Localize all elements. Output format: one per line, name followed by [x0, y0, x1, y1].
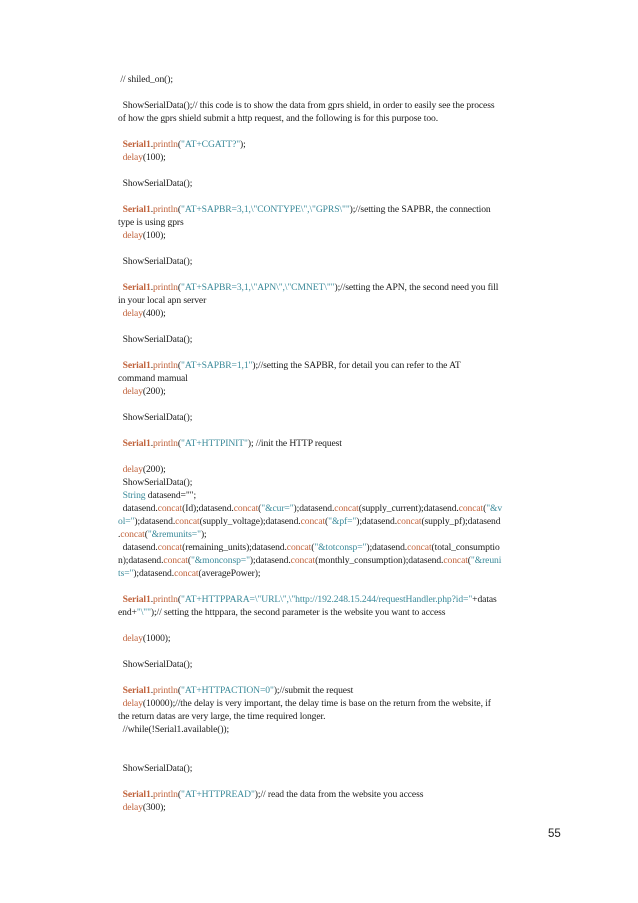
code-line [118, 489, 570, 502]
code-text: ShowSerialData(); [118, 412, 193, 423]
keyword-token: String [122, 490, 146, 501]
code-text: n);datasend. [118, 555, 164, 566]
string-token: ts=" [118, 568, 134, 579]
code-text: //while(!Serial1.available()); [118, 724, 230, 735]
code-text: );datasend. [293, 503, 335, 514]
code-line [118, 73, 570, 86]
code-text: ( [144, 529, 148, 540]
code-line [118, 437, 570, 450]
string-token: "AT+SAPBR=3,1,\"CONTYPE\",\"GPRS\"" [181, 204, 350, 215]
code-line [118, 151, 570, 164]
code-text: ShowSerialData(); [118, 763, 193, 774]
code-text: of how the gprs shield submit a http request, and the following is for this purpose too. [118, 113, 439, 124]
code-text: ShowSerialData(); [118, 477, 193, 488]
function-token: delay [122, 802, 143, 813]
code-text: ( [325, 516, 329, 527]
code-text: (supply_current);datasend. [358, 503, 459, 514]
code-text: (monthly_consumption);datasend. [315, 555, 444, 566]
object-token: Serial1 [122, 438, 151, 449]
function-token: delay [122, 464, 143, 475]
code-text: ( [177, 360, 181, 371]
object-token: Serial1 [122, 139, 151, 150]
code-text: ( [177, 438, 181, 449]
code-line [118, 632, 570, 645]
object-token: Serial1 [122, 360, 151, 371]
code-text: end+ [118, 607, 137, 618]
code-line [118, 762, 570, 775]
blank-line [118, 580, 570, 593]
code-text: . [150, 360, 153, 371]
string-token: "&totconsp=" [314, 542, 367, 553]
object-token: Serial1 [122, 685, 151, 696]
code-text: . [150, 204, 153, 215]
blank-line [118, 164, 570, 177]
code-line [118, 307, 570, 320]
function-token: concat [163, 555, 188, 566]
code-text: );//setting the SAPBR, the connection [349, 204, 491, 215]
code-text: );datasend. [249, 555, 291, 566]
code-text: (averagePower); [198, 568, 261, 579]
blank-line [118, 645, 570, 658]
string-token: "AT+HTTPACTION=0" [181, 685, 274, 696]
code-line [118, 177, 570, 190]
string-token: ol=" [118, 516, 135, 527]
code-text: );datasend. [134, 516, 176, 527]
code-line [118, 411, 570, 424]
function-token: concat [334, 503, 359, 514]
function-token: concat [233, 503, 259, 514]
code-text: (300); [142, 802, 166, 813]
function-token: concat [290, 555, 316, 566]
code-text: datasend=""; [145, 490, 197, 501]
code-text: (10000);//the delay is very important, the delay time is base on the return from the website, if [142, 698, 491, 709]
function-token: delay [122, 386, 143, 397]
code-line [118, 658, 570, 671]
blank-line [118, 86, 570, 99]
code-text: in your local apn server [118, 295, 207, 306]
object-token: Serial1 [122, 204, 151, 215]
code-line [118, 229, 570, 242]
code-line [118, 593, 570, 606]
code-text: ShowSerialData(); [118, 256, 193, 267]
blank-line [118, 346, 570, 359]
code-text: +datas [472, 594, 497, 605]
code-text: ( [311, 542, 315, 553]
function-token: println [153, 685, 178, 696]
code-text: . [150, 594, 153, 605]
function-token: println [153, 360, 178, 371]
function-token: delay [122, 633, 143, 644]
string-token: "AT+HTTPREAD" [181, 789, 255, 800]
string-token: "AT+SAPBR=1,1" [181, 360, 253, 371]
code-line [118, 294, 570, 307]
function-token: concat [286, 542, 312, 553]
code-text: (supply_voltage);datasend. [199, 516, 301, 527]
code-text: );datasend. [356, 516, 397, 527]
blank-line [118, 749, 570, 762]
code-text: (Id);datasend. [182, 503, 234, 514]
code-line [118, 112, 570, 125]
string-token: "&reuni [470, 555, 502, 566]
code-line [118, 801, 570, 814]
code-text: datasend. [118, 542, 158, 553]
code-text: . [150, 139, 153, 150]
code-text: );// setting the httppara, the second parameter is the website you want to access [150, 607, 446, 618]
code-line [118, 567, 570, 580]
code-text: ( [177, 204, 181, 215]
function-token: concat [443, 555, 468, 566]
code-line [118, 710, 570, 723]
function-token: delay [122, 308, 143, 319]
code-line [118, 528, 570, 541]
code-line [118, 203, 570, 216]
code-text: ShowSerialData(); [118, 334, 193, 345]
blank-line [118, 320, 570, 333]
code-text: . [150, 685, 153, 696]
blank-line [118, 125, 570, 138]
string-token: "&monconsp=" [190, 555, 250, 566]
code-line [118, 515, 570, 528]
string-token: "&v [486, 503, 503, 514]
code-text: ShowSerialData(); [118, 178, 193, 189]
code-text: (1000); [142, 633, 171, 644]
code-text: datasend. [118, 503, 158, 514]
code-text: );datasend. [133, 568, 175, 579]
blank-line [118, 736, 570, 749]
code-line [118, 502, 570, 515]
function-token: concat [458, 503, 484, 514]
code-text: type is using gprs [118, 217, 184, 228]
code-text: // shiled_on(); [118, 74, 173, 85]
object-token: Serial1 [122, 282, 151, 293]
code-line [118, 723, 570, 736]
code-text: . [150, 789, 153, 800]
function-token: delay [122, 698, 143, 709]
code-text: ); //init the HTTP request [247, 438, 342, 449]
code-line [118, 99, 570, 112]
function-token: println [153, 282, 178, 293]
code-line [118, 476, 570, 489]
code-line [118, 463, 570, 476]
string-token: "&pf=" [328, 516, 357, 527]
object-token: Serial1 [122, 594, 151, 605]
code-line [118, 372, 570, 385]
code-line [118, 554, 570, 567]
code-text: (200); [142, 386, 166, 397]
code-listing [118, 73, 570, 814]
function-token: println [153, 438, 178, 449]
function-token: concat [157, 503, 183, 514]
function-token: concat [174, 568, 199, 579]
code-text: );//setting the APN, the second need you fill [334, 282, 499, 293]
code-text: );// read the data from the website you access [254, 789, 424, 800]
function-token: concat [397, 516, 422, 527]
code-text: . [118, 529, 121, 540]
code-text: ( [177, 282, 181, 293]
blank-line [118, 450, 570, 463]
function-token: concat [120, 529, 145, 540]
function-token: delay [122, 230, 143, 241]
code-text: (remaining_units);datasend. [182, 542, 287, 553]
code-text: ( [177, 594, 181, 605]
code-text: ( [187, 555, 191, 566]
string-token: "AT+HTTPINIT" [181, 438, 248, 449]
function-token: println [153, 139, 178, 150]
blank-line [118, 398, 570, 411]
function-token: println [153, 204, 178, 215]
code-text: );//setting the SAPBR, for detail you can refer to the AT [252, 360, 461, 371]
function-token: delay [122, 152, 143, 163]
function-token: concat [407, 542, 432, 553]
code-text: ( [258, 503, 262, 514]
code-text: ( [483, 503, 487, 514]
blank-line [118, 775, 570, 788]
code-line [118, 541, 570, 554]
code-text: ( [177, 139, 181, 150]
function-token: concat [300, 516, 326, 527]
page-number: 55 [548, 828, 561, 840]
code-text: (100); [142, 152, 166, 163]
string-token: "AT+SAPBR=3,1,\"APN\",\"CMNET\"" [181, 282, 335, 293]
code-text: ShowSerialData();// this code is to show the data from gprs shield, in order to easily see the process [118, 100, 495, 111]
function-token: concat [157, 542, 183, 553]
code-text: ( [467, 555, 471, 566]
code-text: (200); [142, 464, 166, 475]
code-text: (400); [142, 308, 166, 319]
code-line [118, 788, 570, 801]
blank-line [118, 268, 570, 281]
string-token: "AT+CGATT?" [181, 139, 241, 150]
blank-line [118, 424, 570, 437]
code-text: (100); [142, 230, 166, 241]
blank-line [118, 671, 570, 684]
code-text: . [150, 282, 153, 293]
string-token: "AT+HTTPPARA=\"URL\",\"http://192.248.15.244/requestHandler.php?id=" [181, 594, 473, 605]
code-text: ); [200, 529, 207, 540]
blank-line [118, 190, 570, 203]
code-line [118, 385, 570, 398]
code-line [118, 684, 570, 697]
code-text: );//submit the request [273, 685, 354, 696]
code-line [118, 333, 570, 346]
function-token: println [153, 594, 178, 605]
code-line [118, 359, 570, 372]
code-line [118, 281, 570, 294]
string-token: "&remunits=" [147, 529, 201, 540]
string-token: "&cur=" [261, 503, 294, 514]
code-text: ); [240, 139, 246, 150]
code-text: ( [177, 685, 181, 696]
function-token: concat [175, 516, 200, 527]
code-line [118, 216, 570, 229]
code-line [118, 606, 570, 619]
code-text: (supply_pf);datasend [421, 516, 501, 527]
code-text: the return datas are very large, the time required longer. [118, 711, 326, 722]
object-token: Serial1 [122, 789, 151, 800]
blank-line [118, 619, 570, 632]
code-text: ( [177, 789, 181, 800]
blank-line [118, 242, 570, 255]
code-line [118, 255, 570, 268]
code-text: (total_consumptio [431, 542, 500, 553]
function-token: println [153, 789, 178, 800]
code-text: command mamual [118, 373, 188, 384]
code-text: );datasend. [366, 542, 408, 553]
code-text: . [150, 438, 153, 449]
string-token: "\"" [136, 607, 151, 618]
code-line [118, 697, 570, 710]
code-line [118, 138, 570, 151]
code-text: ShowSerialData(); [118, 659, 193, 670]
